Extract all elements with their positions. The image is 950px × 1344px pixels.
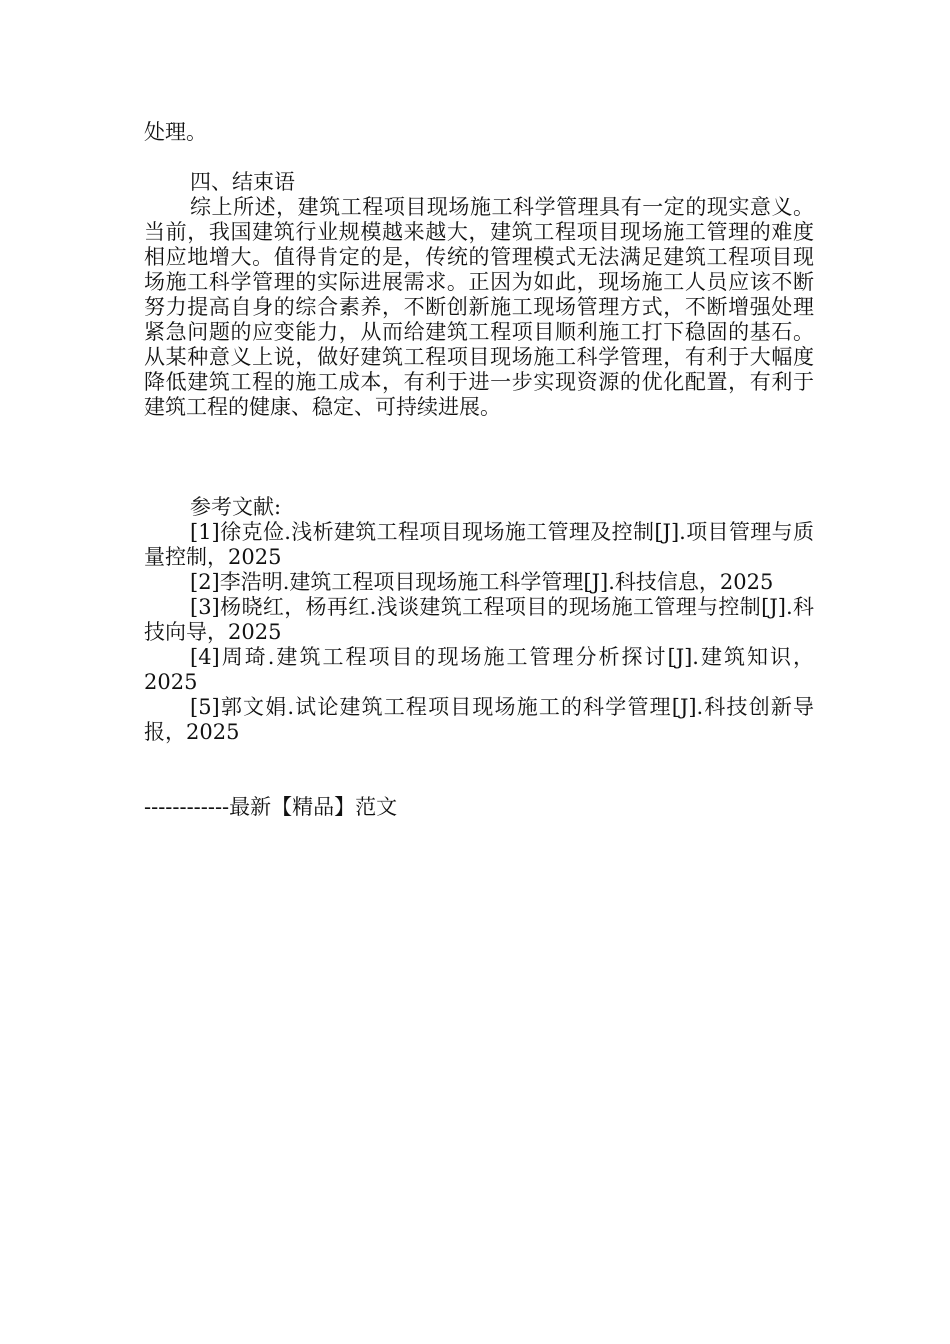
section-heading: 四、结束语	[190, 170, 295, 194]
continuation-text: 处理。	[144, 120, 207, 144]
conclusion-paragraph: 综上所述，建筑工程项目现场施工科学管理具有一定的现实意义。当前，我国建筑行业规模越来越大，建筑工程项目现场施工管理的难度相应地增大。值得肯定的是，传统的管理模式无法满足建筑工程项目现场施工科学管理的实际进展需求。正因为如此，现场施工人员应该不断努力提高自身的综合素养，不断创新施工现场管理方式，不断增强处理紧急问题的应变能力，从而给建筑工程项目顺利施工打下稳固的基石。从某种意义上说，做好建筑工程项目现场施工科学管理，有利于大幅度降低建筑工程的施工成本，有利于进一步实现资源的优化配置，有利于建筑工程的健康、稳定、可持续进展。	[144, 195, 814, 419]
footer-text: ------------最新【精品】范文	[144, 795, 398, 819]
reference-item: [2]李浩明.建筑工程项目现场施工科学管理[J].科技信息，2025	[190, 570, 774, 594]
reference-item: [1]徐克俭.浅析建筑工程项目现场施工管理及控制[J].项目管理与质量控制，2025	[144, 520, 814, 569]
paragraph-gap	[144, 145, 814, 170]
footer-gap	[144, 745, 814, 795]
reference-item: [4]周琦.建筑工程项目的现场施工管理分析探讨[J].建筑知识，2025	[144, 645, 814, 694]
document-page	[144, 120, 814, 820]
reference-item: [5]郭文娟.试论建筑工程项目现场施工的科学管理[J].科技创新导报，2025	[144, 695, 814, 744]
references-heading: 参考文献:	[190, 495, 282, 519]
section-gap	[144, 420, 814, 495]
reference-item: [3]杨晓红，杨再红.浅谈建筑工程项目的现场施工管理与控制[J].科技向导，2025	[144, 595, 814, 644]
